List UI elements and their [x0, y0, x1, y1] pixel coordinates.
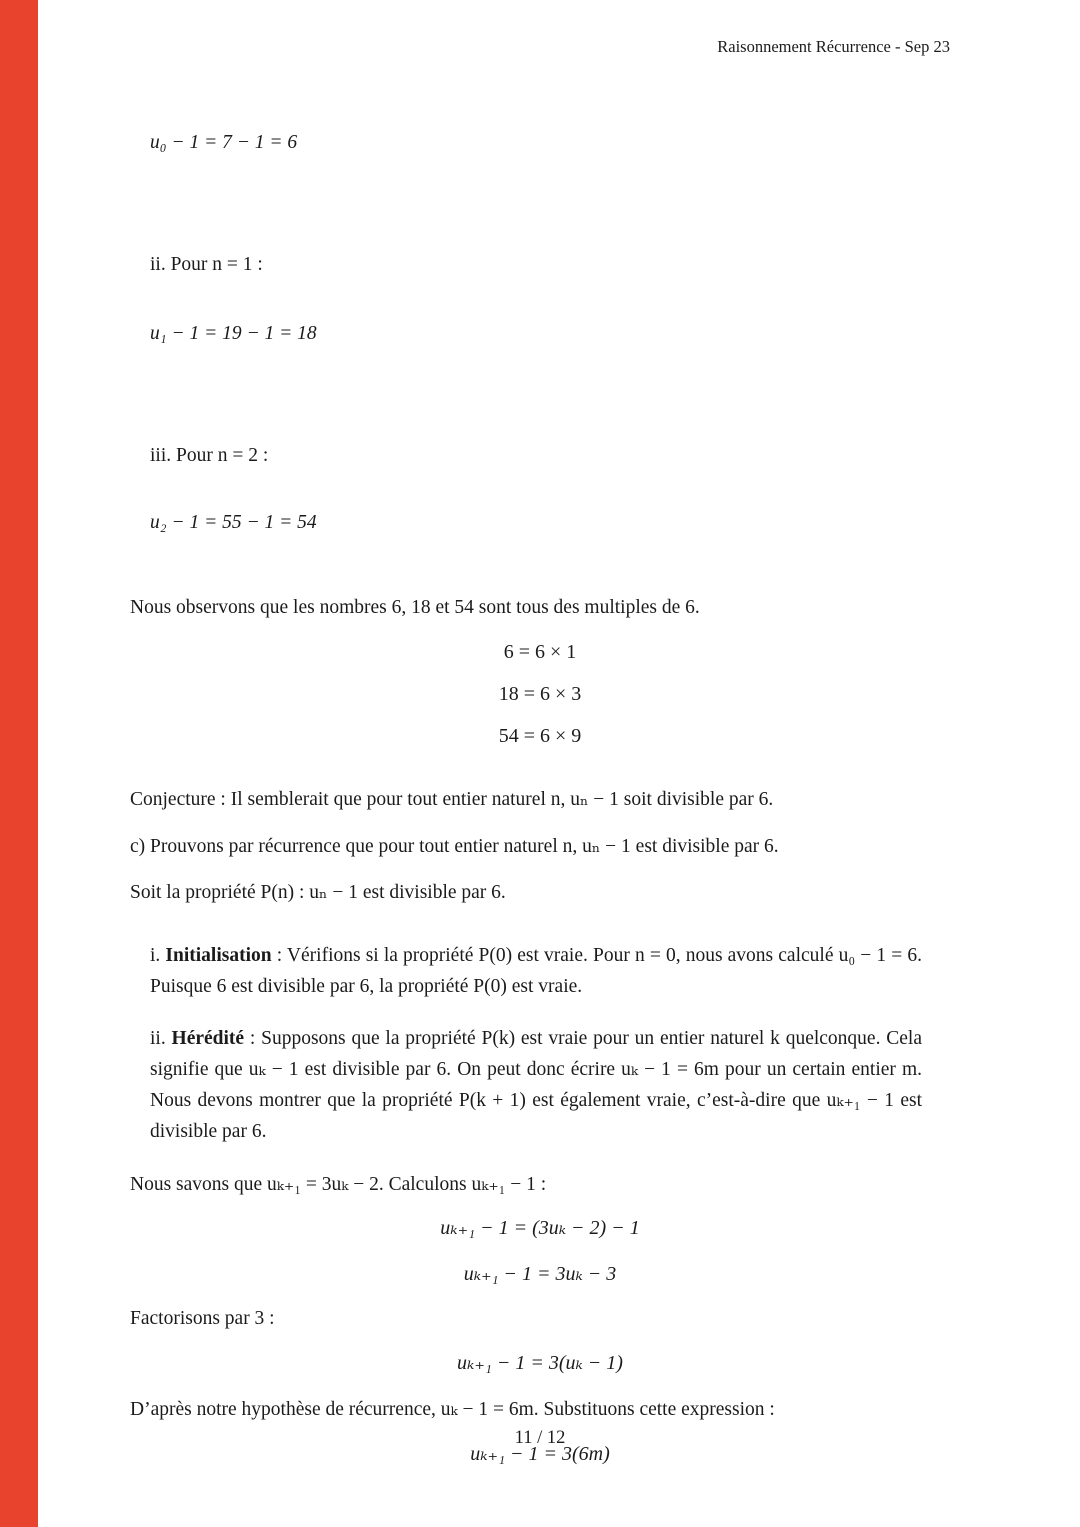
- equation-u1: u₁ − 1 = 19 − 1 = 18: [150, 322, 317, 344]
- page-content: [130, 0, 950, 1467]
- multiple-equation-2: 18 = 6 × 3: [498, 682, 582, 705]
- multiple-equation-1: 6 = 6 × 1: [503, 640, 577, 663]
- observation-paragraph: Nous observons que les nombres 6, 18 et 54 sont tous des multiples de 6.: [130, 597, 700, 619]
- part-c-paragraph: c) Prouvons par récurrence que pour tout entier naturel n, uₙ − 1 est divisible par 6.: [130, 835, 779, 857]
- list-item-iii: iii. Pour n = 2 :: [150, 445, 269, 466]
- property-paragraph: Soit la propriété P(n) : uₙ − 1 est divisible par 6.: [130, 881, 506, 903]
- initialisation-title: Initialisation: [165, 945, 272, 967]
- equation-u0: u₀ − 1 = 7 − 1 = 6: [150, 132, 298, 154]
- heredite-paragraph: [150, 1023, 922, 1148]
- page-number: 11 / 12: [514, 1428, 566, 1448]
- initialisation-prefix: i.: [150, 945, 166, 967]
- initialisation-body: : Vérifions si la propriété P(0) est vraie. Pour n = 0, nous avons calculé u₀ − 1 = 6. Puisque 6 est divisible par 6, la propriété P(0) est vraie.: [150, 945, 922, 998]
- savons-paragraph: Nous savons que uₖ₊₁ = 3uₖ − 2. Calculons uₖ₊₁ − 1 :: [130, 1174, 547, 1196]
- equation-calc-1: uₖ₊₁ − 1 = (3uₖ − 2) − 1: [440, 1217, 640, 1240]
- initialisation-paragraph: [150, 940, 922, 1002]
- equation-calc-2: uₖ₊₁ − 1 = 3uₖ − 3: [463, 1263, 617, 1286]
- factorisons-paragraph: Factorisons par 3 :: [130, 1308, 275, 1330]
- list-item-ii: ii. Pour n = 1 :: [150, 253, 263, 275]
- multiple-equation-3: 54 = 6 × 9: [498, 724, 582, 747]
- conjecture-paragraph: Conjecture : Il semblerait que pour tout entier naturel n, uₙ − 1 soit divisible par 6.: [130, 788, 774, 810]
- left-accent-bar: [0, 0, 38, 1527]
- running-header: Raisonnement Récurrence - Sep 23: [717, 37, 950, 56]
- equation-factor: uₖ₊₁ − 1 = 3(uₖ − 1): [457, 1351, 623, 1374]
- heredite-prefix: ii.: [150, 1027, 172, 1049]
- equation-u2: u₂ − 1 = 55 − 1 = 54: [150, 512, 317, 534]
- heredite-title: Hérédité: [171, 1027, 245, 1049]
- equation-substitution: uₖ₊₁ − 1 = 3(6m): [470, 1442, 610, 1465]
- hypothese-paragraph: D’après notre hypothèse de récurrence, uₖ − 1 = 6m. Substituons cette expression :: [130, 1398, 775, 1420]
- heredite-body: : Supposons que la propriété P(k) est vraie pour un entier naturel k quelconque. Cela signifie que uₖ − 1 est divisible par 6. On peut donc écrire uₖ − 1 = 6m pour un certain entier m. Nous devons montrer que la propriété P(k + 1) est également vraie, c’est-à-dire que uₖ₊₁ − 1 est divisible par 6.: [150, 1027, 923, 1143]
